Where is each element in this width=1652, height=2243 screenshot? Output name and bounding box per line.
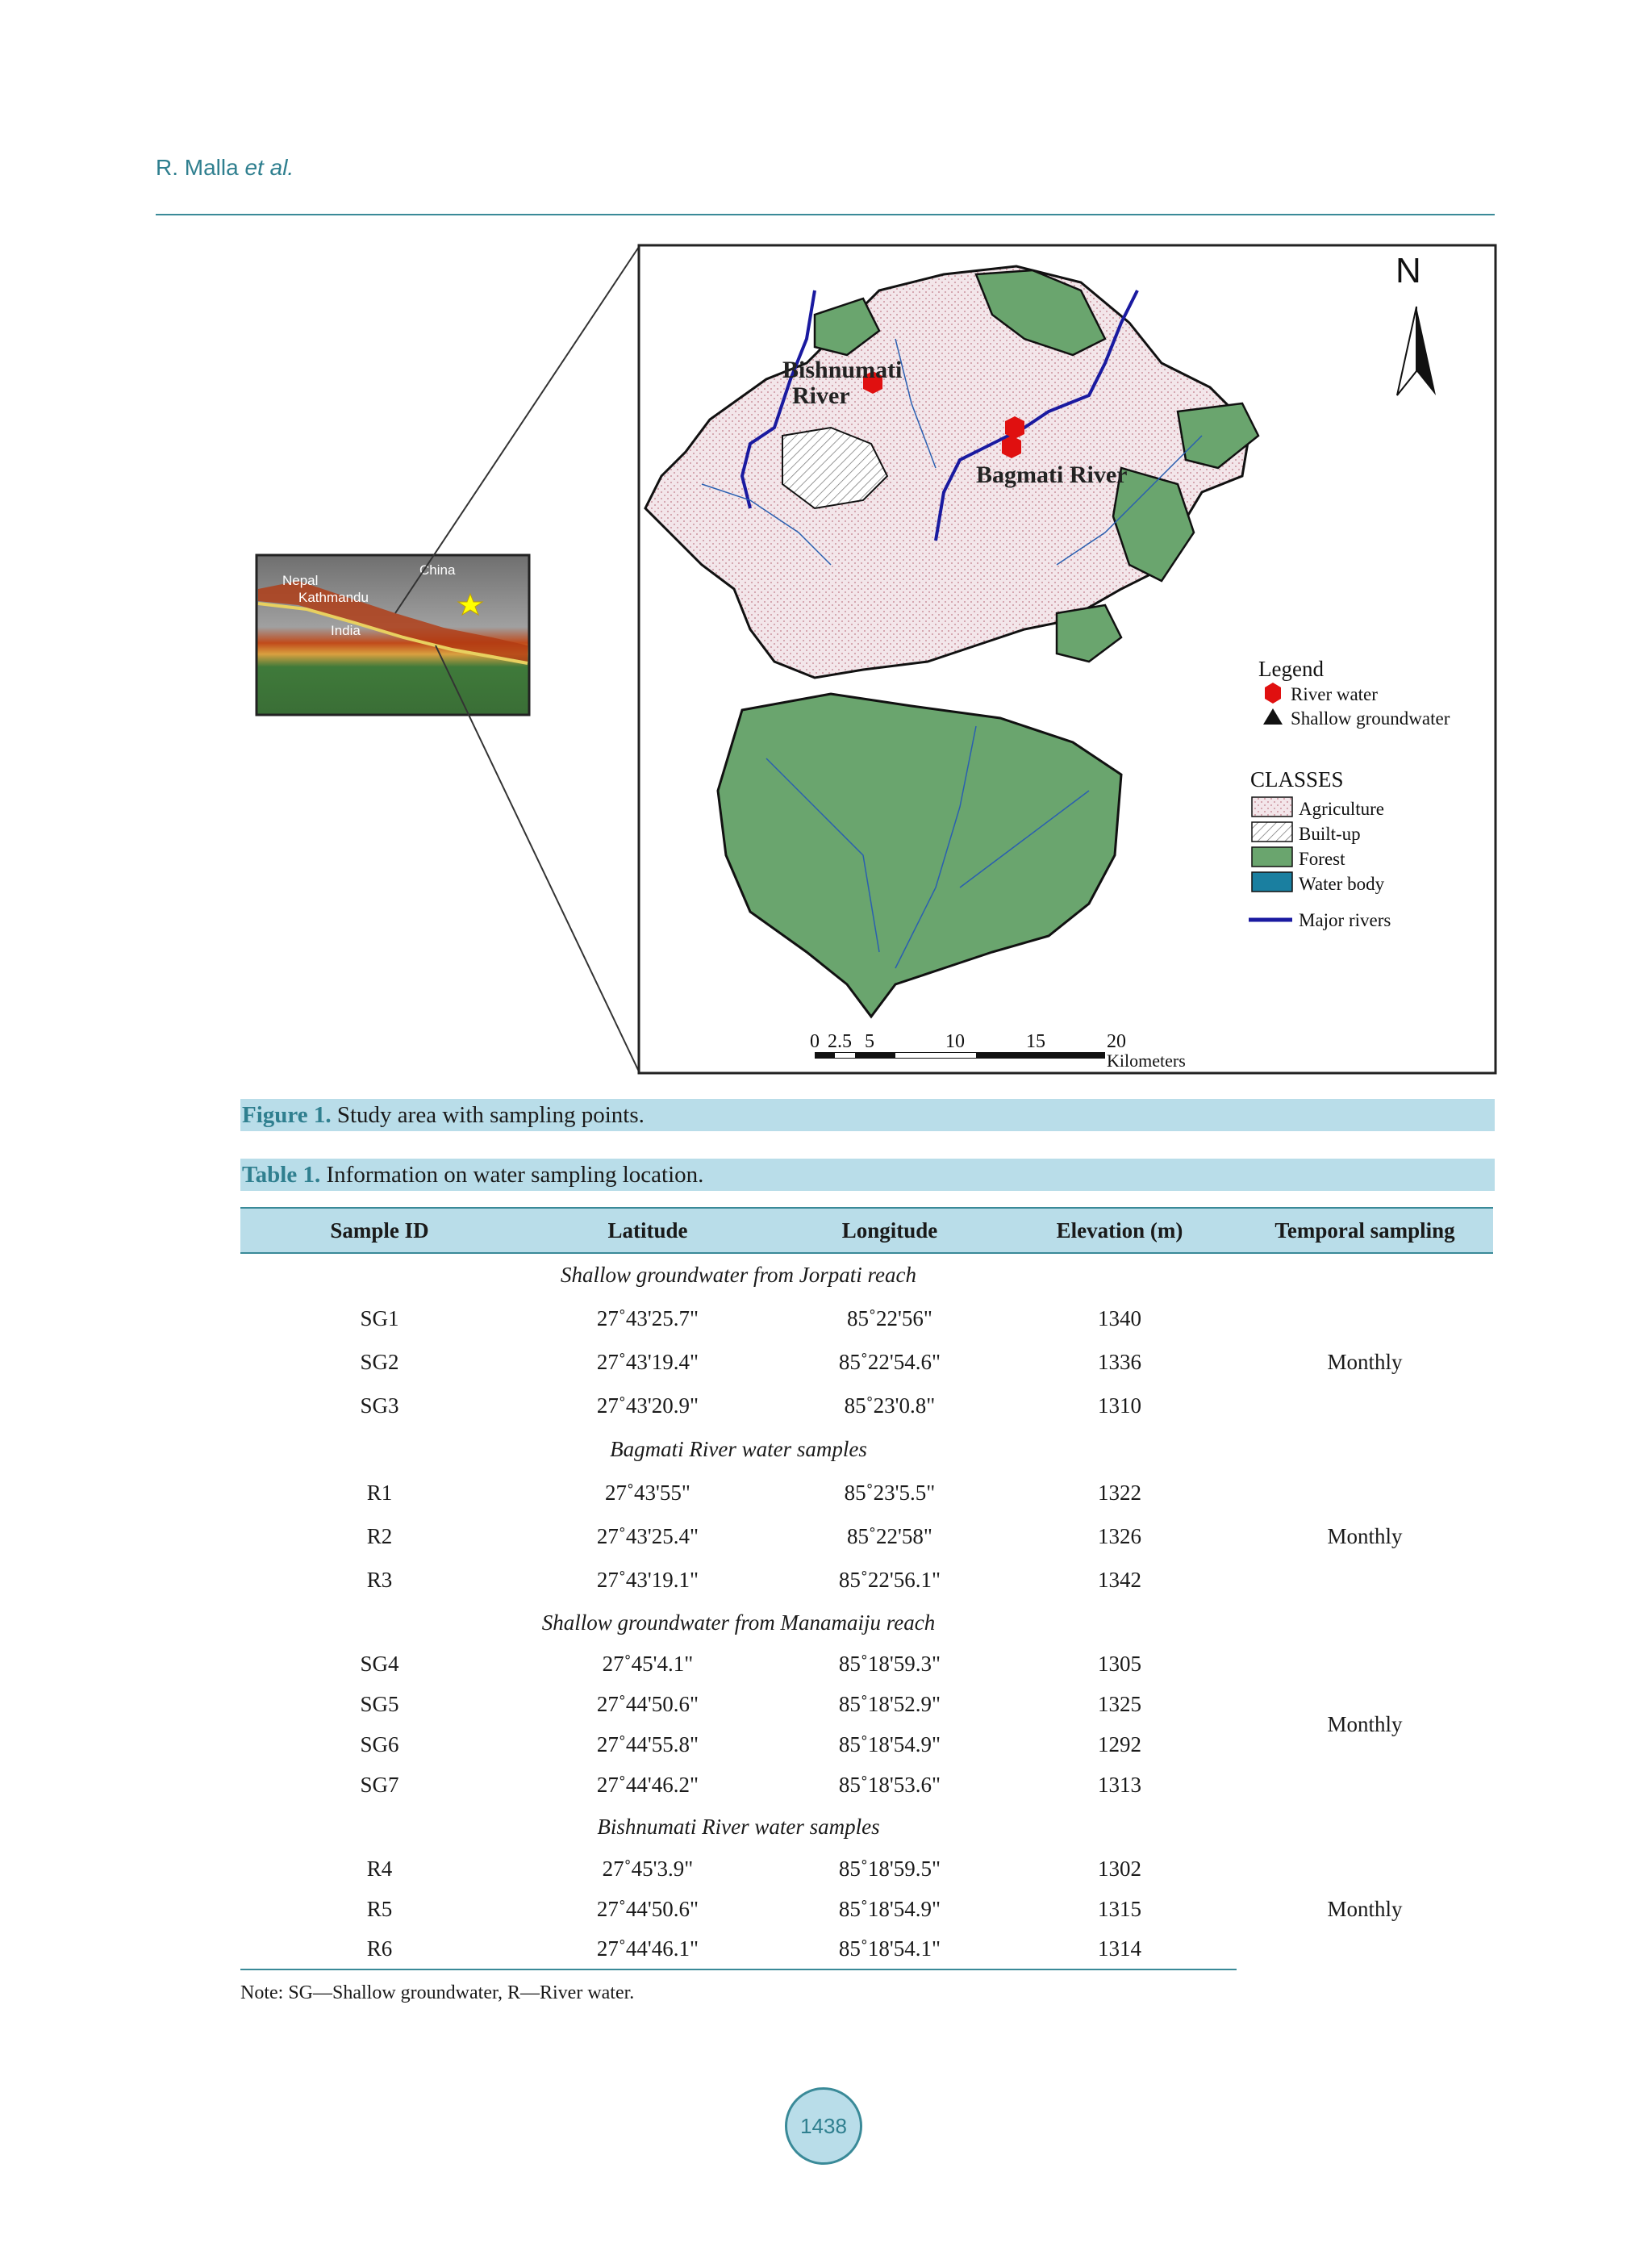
- legend-water-body-swatch: [1252, 872, 1292, 892]
- running-head: [156, 155, 294, 181]
- inset-label-kathmandu: Kathmandu: [298, 590, 369, 605]
- table-note: Note: SG—Shallow groundwater, R—River water.: [240, 1982, 635, 2003]
- table-row: [240, 1644, 1493, 1684]
- cell-elev: 1313: [1098, 1772, 1141, 1797]
- cell-elev: 1305: [1098, 1651, 1141, 1676]
- legend-forest-swatch: [1252, 847, 1292, 867]
- section-row: [240, 1602, 1493, 1644]
- legend-river-water: River water: [1291, 684, 1378, 704]
- cell-elev: 1336: [1098, 1349, 1141, 1374]
- inset-label-china: China: [419, 562, 456, 578]
- inset-label-india: India: [331, 623, 361, 638]
- cell-elev: 1340: [1098, 1305, 1141, 1330]
- header-longitude: Longitude: [777, 1208, 1003, 1253]
- label-bishnumati-river: River: [792, 382, 850, 409]
- study-area-map: [250, 242, 1500, 1089]
- cell-lat: 27˚43'19.1": [596, 1567, 699, 1592]
- cell-id: SG1: [360, 1305, 399, 1330]
- study-area-figure: [250, 242, 1500, 1089]
- legend-agriculture: Agriculture: [1299, 799, 1385, 819]
- cell-id: R6: [240, 1929, 519, 1969]
- table-row: [240, 1848, 1493, 1889]
- cell-lat: 27˚44'46.1": [519, 1929, 777, 1969]
- cell-temporal: Monthly: [1327, 1896, 1403, 1921]
- cell-id: R1: [366, 1480, 393, 1505]
- cell-lon: 85˚18'52.9": [838, 1691, 941, 1716]
- header-elevation: Elevation (m): [1003, 1208, 1237, 1253]
- legend-builtup-swatch: [1252, 822, 1292, 842]
- cell-lon: 85˚18'59.3": [838, 1651, 941, 1676]
- cell-elev: 1314: [1003, 1929, 1237, 1969]
- cell-lon: 85˚18'54.9": [838, 1731, 941, 1756]
- inset-label-nepal: Nepal: [282, 573, 319, 588]
- legend-title: Legend: [1258, 657, 1324, 681]
- legend-built-up: Built-up: [1299, 824, 1361, 844]
- section-title: Bishnumati River water samples: [597, 1814, 880, 1839]
- cell-lon: 85˚23'5.5": [844, 1480, 936, 1505]
- table-row: [240, 1297, 1493, 1340]
- cell-lon: 85˚22'54.6": [838, 1349, 941, 1374]
- legend-agriculture-swatch: [1252, 797, 1292, 817]
- svg-text:0: 0: [810, 1031, 820, 1052]
- header-sample-id: Sample ID: [240, 1208, 519, 1253]
- table-caption: [240, 1159, 1495, 1191]
- cell-temporal: Monthly: [1327, 1711, 1403, 1736]
- cell-id: SG5: [360, 1691, 399, 1716]
- cell-elev: 1310: [1098, 1393, 1141, 1418]
- cell-lon: 85˚22'58": [847, 1523, 932, 1548]
- page-number: 1438: [785, 2087, 862, 2165]
- header-temporal: Temporal sampling: [1237, 1208, 1493, 1253]
- cell-lat: 27˚43'19.4": [596, 1349, 699, 1374]
- cell-id: SG3: [360, 1393, 399, 1418]
- header-rule: [156, 214, 1495, 215]
- section-row: [240, 1253, 1493, 1297]
- legend-forest: Forest: [1299, 849, 1345, 869]
- figure-caption: [240, 1099, 1495, 1131]
- svg-text:Kilometers: Kilometers: [1107, 1050, 1186, 1071]
- cell-elev: 1315: [1098, 1896, 1141, 1921]
- table-caption-text: Information on water sampling location.: [326, 1162, 704, 1188]
- cell-lat: 27˚43'25.4": [596, 1523, 699, 1548]
- river-water-marker-bagmati-1: [1005, 416, 1024, 439]
- cell-elev: 1325: [1098, 1691, 1141, 1716]
- cell-elev: 1326: [1098, 1523, 1141, 1548]
- cell-elev: 1342: [1098, 1567, 1141, 1592]
- figure-caption-text: Study area with sampling points.: [336, 1102, 645, 1128]
- label-bishnumati: Bishnumati: [782, 357, 903, 383]
- cell-lat: 27˚44'55.8": [596, 1731, 699, 1756]
- legend-water-body: Water body: [1299, 874, 1385, 894]
- author-name: R. Malla: [156, 155, 239, 180]
- cell-lat: 27˚43'25.7": [596, 1305, 699, 1330]
- sampling-location-table: [240, 1207, 1493, 1970]
- svg-text:2.5: 2.5: [828, 1031, 852, 1052]
- svg-text:5: 5: [865, 1031, 874, 1052]
- cell-lat: 27˚45'4.1": [602, 1651, 694, 1676]
- svg-text:N: N: [1395, 251, 1421, 290]
- cell-lon: 85˚18'54.1": [777, 1929, 1003, 1969]
- cell-id: R5: [366, 1896, 393, 1921]
- cell-lon: 85˚23'0.8": [844, 1393, 936, 1418]
- cell-id: R3: [366, 1567, 393, 1592]
- cell-id: SG6: [360, 1731, 399, 1756]
- cell-lon: 85˚18'53.6": [838, 1772, 941, 1797]
- cell-id: R4: [366, 1856, 393, 1881]
- section-row: [240, 1427, 1493, 1471]
- cell-lon: 85˚22'56": [847, 1305, 932, 1330]
- section-title: Shallow groundwater from Jorpati reach: [561, 1263, 916, 1287]
- svg-text:15: 15: [1026, 1031, 1045, 1052]
- svg-text:20: 20: [1107, 1031, 1126, 1052]
- cell-temporal: Monthly: [1327, 1523, 1403, 1548]
- zoom-line-bottom: [436, 645, 639, 1071]
- cell-elev: 1302: [1098, 1856, 1141, 1881]
- legend-major-rivers: Major rivers: [1299, 910, 1391, 930]
- figure-caption-label: Figure 1.: [242, 1102, 332, 1128]
- cell-lon: 85˚18'54.9": [838, 1896, 941, 1921]
- river-water-marker-bagmati-2: [1002, 436, 1021, 458]
- legend-classes-title: CLASSES: [1250, 767, 1344, 792]
- legend-shallow-groundwater: Shallow groundwater: [1291, 708, 1450, 729]
- svg-text:10: 10: [945, 1031, 965, 1052]
- cell-id: SG4: [360, 1651, 399, 1676]
- cell-lat: 27˚43'20.9": [596, 1393, 699, 1418]
- cell-id: R2: [366, 1523, 393, 1548]
- cell-lat: 27˚44'50.6": [596, 1896, 699, 1921]
- header-latitude: Latitude: [519, 1208, 777, 1253]
- et-al: et al.: [244, 155, 294, 180]
- cell-lat: 27˚45'3.9": [602, 1856, 694, 1881]
- cell-elev: 1292: [1098, 1731, 1141, 1756]
- cell-lon: 85˚18'59.5": [838, 1856, 941, 1881]
- cell-id: SG2: [360, 1349, 399, 1374]
- cell-temporal: Monthly: [1327, 1349, 1403, 1374]
- section-title: Shallow groundwater from Manamaiju reach: [541, 1610, 936, 1635]
- cell-lat: 27˚44'46.2": [596, 1772, 699, 1797]
- cell-lat: 27˚44'50.6": [596, 1691, 699, 1716]
- section-row: [240, 1805, 1493, 1848]
- cell-lat: 27˚43'55": [605, 1480, 690, 1505]
- table-header-row: [240, 1208, 1493, 1253]
- section-title: Bagmati River water samples: [610, 1436, 867, 1461]
- label-bagmati-river: Bagmati River: [976, 462, 1128, 488]
- cell-elev: 1322: [1098, 1480, 1141, 1505]
- table-caption-label: Table 1.: [242, 1162, 321, 1188]
- table-row: [240, 1471, 1493, 1514]
- cell-lon: 85˚22'56.1": [838, 1567, 941, 1592]
- cell-id: SG7: [360, 1772, 399, 1797]
- location-inset: [257, 555, 529, 715]
